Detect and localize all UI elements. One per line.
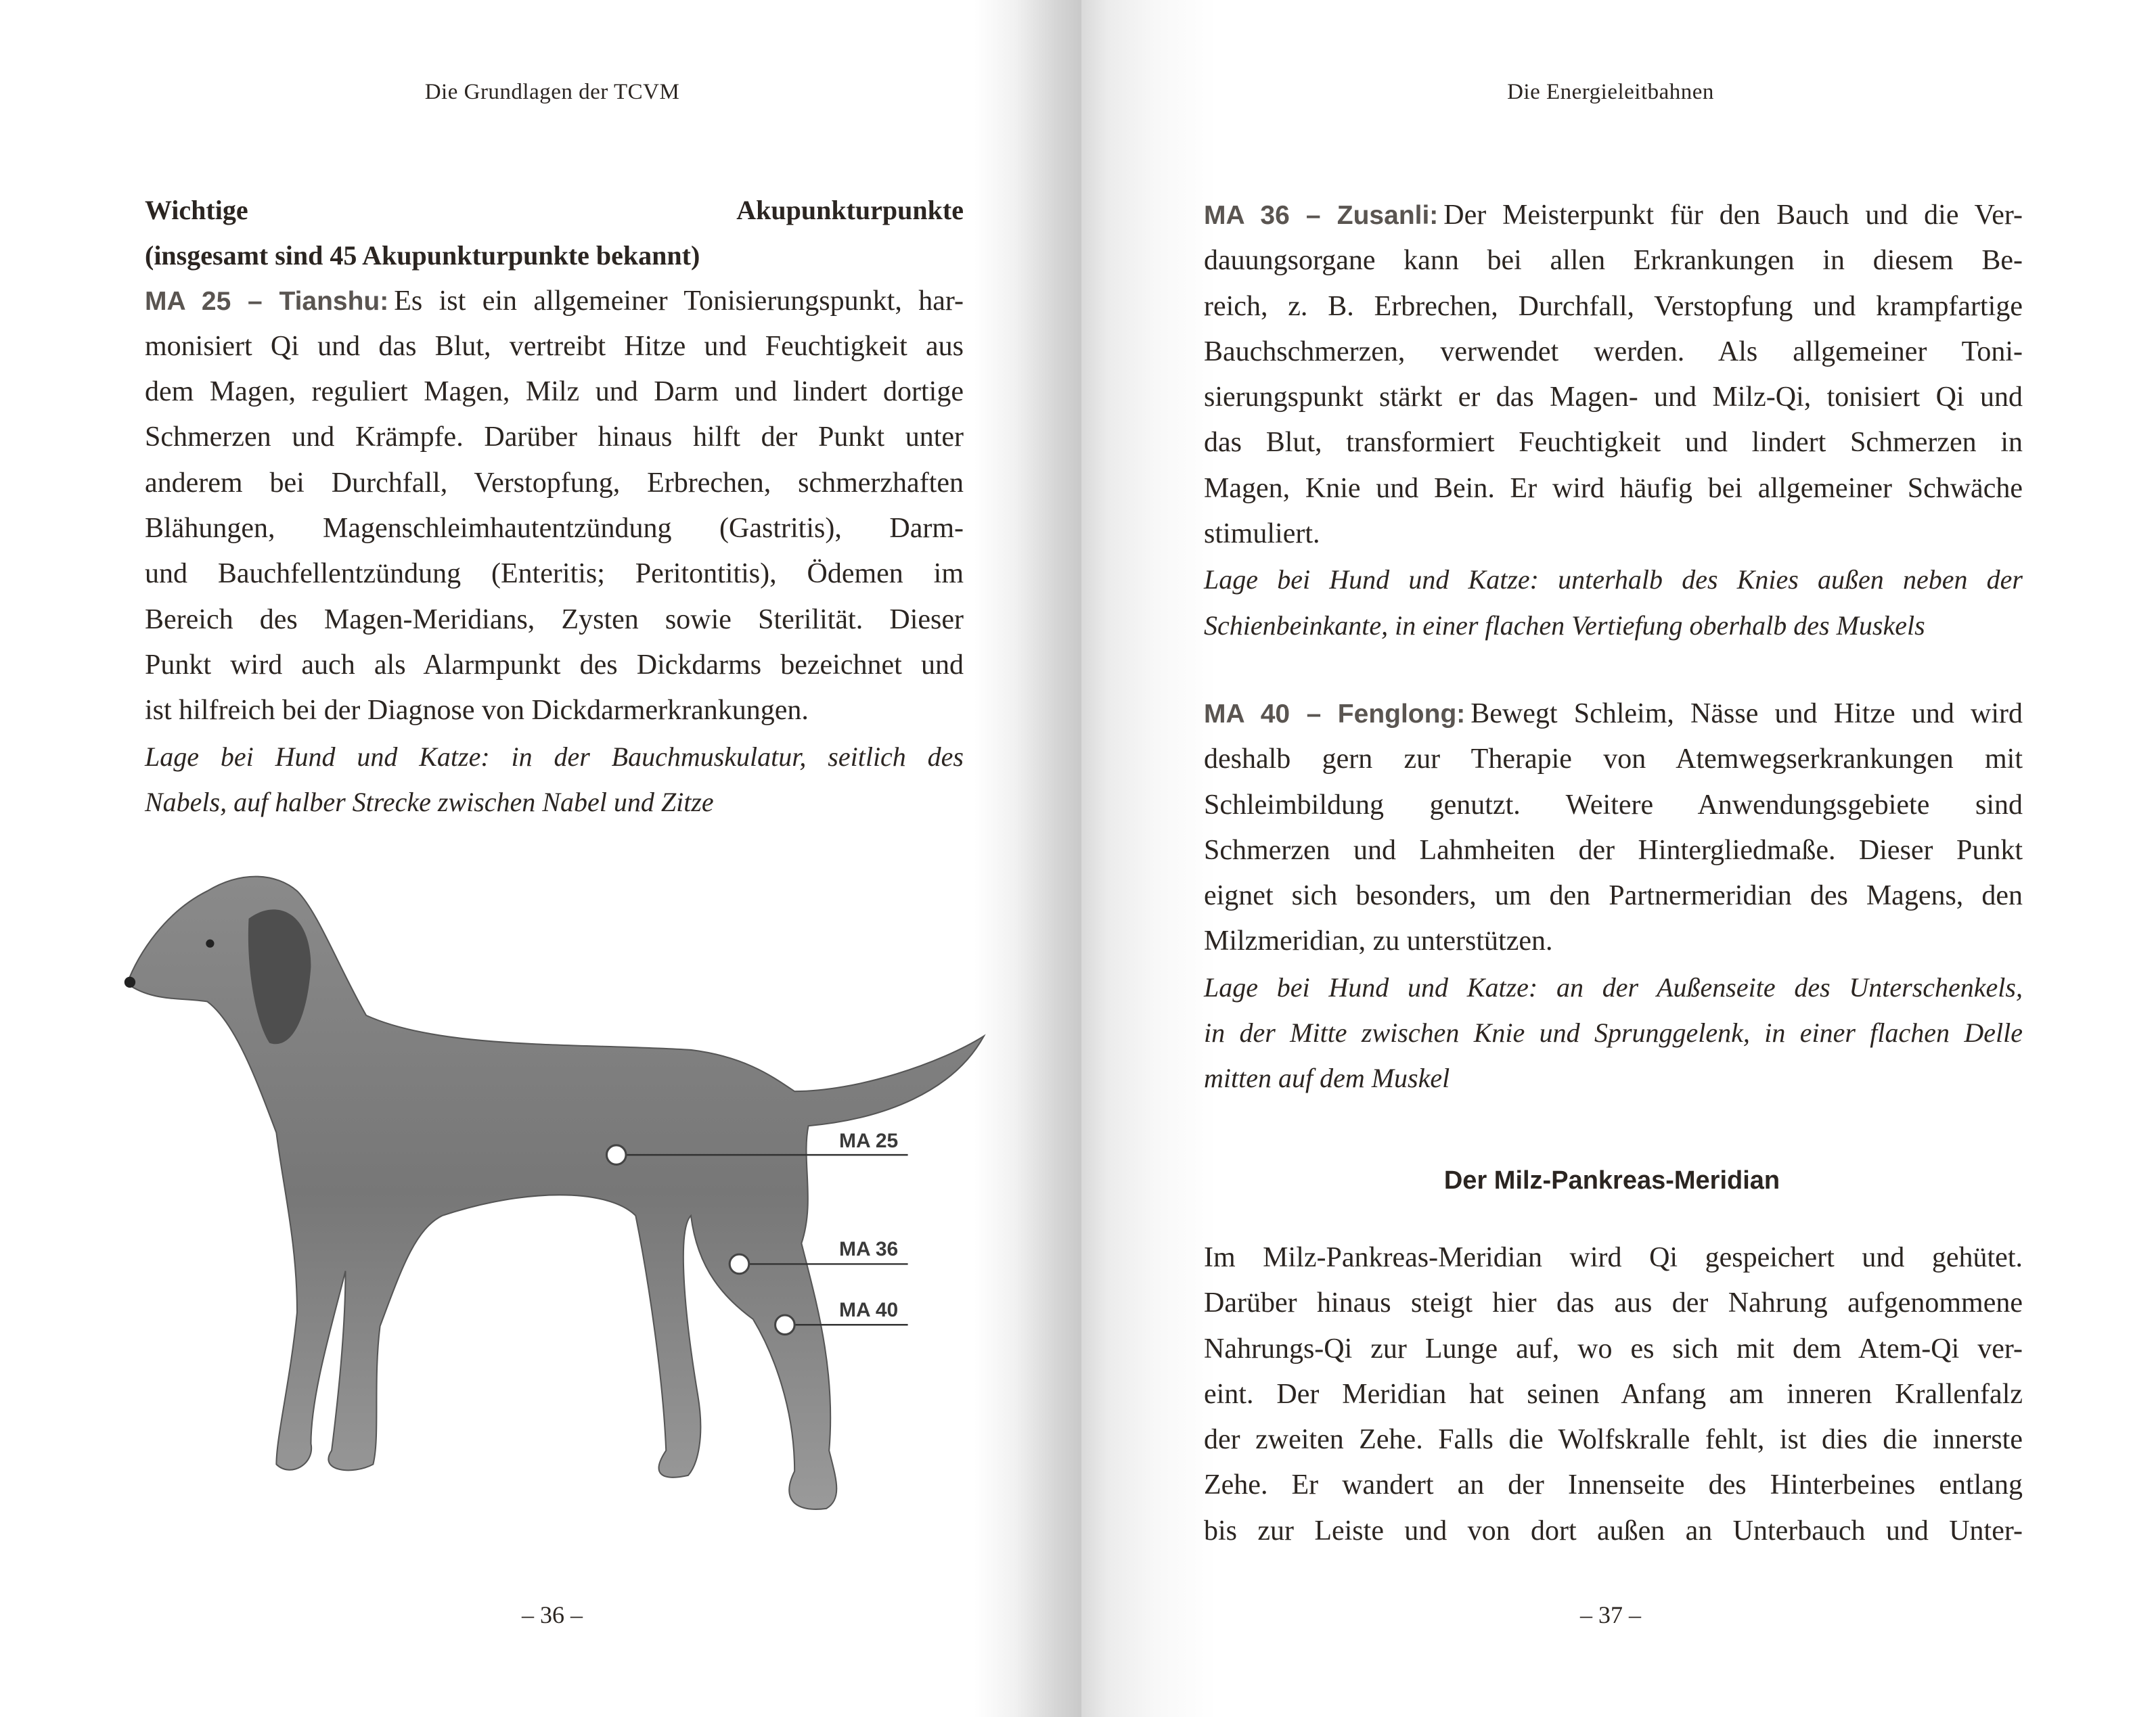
text-line bbox=[1204, 919, 2023, 964]
line-text: monisiert Qi und das Blut, vertreibt Hitze und Feuchtigkeit aus bbox=[145, 330, 964, 362]
text-line bbox=[1204, 511, 2023, 557]
line-text: Punkt wird auch als Alarmpunkt des Dickdarms bezeichnet und bbox=[145, 649, 964, 681]
line-text: Bauchschmerzen, verwendet werden. Als allgemeiner Toni- bbox=[1204, 336, 2023, 367]
line-text: (insgesamt sind 45 Akupunkturpunkte bekannt) bbox=[145, 240, 700, 271]
text-line bbox=[1204, 238, 2023, 283]
line-text: ist hilfreich bei der Diagnose von Dickdarmerkrankungen. bbox=[145, 695, 809, 727]
line-text: Im Milz-Pankreas-Meridian wird Qi gespeichert und gehütet. bbox=[1204, 1242, 2023, 1273]
right-page bbox=[1081, 0, 2156, 1717]
text-line bbox=[1204, 193, 2023, 238]
line-text: anderem bei Durchfall, Verstopfung, Erbrechen, schmerzhaften bbox=[145, 467, 964, 499]
line-text: Lage bei Hund und Katze: an der Außenseite des Unterschenkels, bbox=[1204, 971, 2023, 1003]
line-text: Lage bei Hund und Katze: in der Bauchmuskulatur, seitlich des bbox=[145, 741, 964, 772]
text-line bbox=[1204, 1417, 2023, 1463]
line-text: Nabels, auf halber Strecke zwischen Nabel und Zitze bbox=[145, 786, 714, 817]
text-line bbox=[1204, 737, 2023, 782]
text-line bbox=[1204, 1235, 2023, 1281]
line-text: das Blut, transformiert Feuchtigkeit und lindert Schmerzen in bbox=[1204, 427, 2023, 459]
page-number: – 36 – bbox=[522, 1601, 583, 1628]
location-line bbox=[1204, 1010, 2023, 1055]
text-line bbox=[1204, 1327, 2023, 1372]
text-line bbox=[1204, 691, 2023, 737]
line-text: Blähungen, Magenschleimhautentzündung (Gastritis), Darm- bbox=[145, 513, 964, 545]
line-text: Nahrungs-Qi zur Lunge auf, wo es sich mit dem Atem-Qi ver- bbox=[1204, 1333, 2023, 1365]
line-text: Der Meisterpunkt für den Bauch und die Ver- bbox=[1443, 200, 2023, 231]
text-line bbox=[1204, 329, 2023, 375]
running-head: Die Energieleitbahnen bbox=[1507, 80, 1714, 104]
text-line bbox=[1204, 1281, 2023, 1326]
right-text-block-2 bbox=[1204, 691, 2023, 1101]
line-text: Schmerzen und Lahmheiten der Hintergliedmaße. Dieser Punkt bbox=[1204, 834, 2023, 866]
text-line bbox=[1204, 420, 2023, 465]
point-ma40 bbox=[776, 1315, 795, 1335]
line-text: dem Magen, reguliert Magen, Milz und Darm und lindert dortige bbox=[145, 376, 964, 408]
text-line bbox=[1204, 466, 2023, 511]
line-text: in der Mitte zwischen Knie und Sprunggelenk, in einer flachen Delle bbox=[1204, 1017, 2023, 1049]
line-text: Magen, Knie und Bein. Er wird häufig bei allgemeiner Schwäche bbox=[1204, 472, 2023, 504]
line-text: eignet sich besonders, um den Partnermeridian des Magens, den bbox=[1204, 880, 2023, 912]
text-line bbox=[1204, 783, 2023, 828]
location-line bbox=[1204, 1055, 2023, 1101]
line-text: stimuliert. bbox=[1204, 518, 1320, 550]
point-ma25 bbox=[606, 1145, 626, 1165]
acupoint-label: MA 36 – Zusanli: bbox=[1204, 201, 1439, 230]
location-line bbox=[1204, 603, 2023, 648]
line-text: Bewegt Schleim, Nässe und Hitze und wird bbox=[1470, 698, 2023, 729]
line-text: mitten auf dem Muskel bbox=[1204, 1063, 1450, 1094]
line-text: deshalb gern zur Therapie von Atemwegserkrankungen mit bbox=[1204, 743, 2023, 775]
line-text: Schmerzen und Krämpfe. Darüber hinaus hilft der Punkt unter bbox=[145, 421, 964, 453]
text-line bbox=[1204, 1372, 2023, 1417]
line-text: eint. Der Meridian hat seinen Anfang am inneren Krallenfalz bbox=[1204, 1378, 2023, 1410]
section-title: Der Milz-Pankreas-Meridian bbox=[1443, 1166, 1780, 1195]
text-line bbox=[1204, 828, 2023, 873]
line-text: Wichtige Akupunkturpunkte bbox=[145, 195, 964, 225]
line-text: Milzmeridian, zu unterstützen. bbox=[1204, 925, 1553, 957]
location-line bbox=[1204, 965, 2023, 1010]
text-line bbox=[1204, 1463, 2023, 1508]
line-text: reich, z. B. Erbrechen, Durchfall, Verstopfung und krampfartige bbox=[1204, 290, 2023, 322]
running-head: Die Grundlagen der TCVM bbox=[424, 80, 680, 104]
location-line bbox=[1204, 557, 2023, 602]
line-text: dauungsorgane kann bei allen Erkrankungen in diesem Be- bbox=[1204, 245, 2023, 277]
text-line bbox=[1204, 284, 2023, 329]
right-text-block-1 bbox=[1204, 193, 2023, 648]
line-text: Bereich des Magen-Meridians, Zysten sowie Sterilität. Dieser bbox=[145, 603, 964, 635]
line-text: sierungspunkt stärkt er das Magen- und Milz-Qi, tonisiert Qi und bbox=[1204, 382, 2023, 413]
line-text: Es ist ein allgemeiner Tonisierungspunkt, har- bbox=[394, 285, 964, 317]
page-number: – 37 – bbox=[1580, 1601, 1641, 1628]
acupoint-label: MA 40 – Fenglong: bbox=[1204, 700, 1466, 729]
figure-label-ma40: MA 40 bbox=[839, 1299, 899, 1321]
line-text: Darüber hinaus steigt hier das aus der Nahrung aufgenommene bbox=[1204, 1287, 2023, 1319]
acupoint-label: MA 25 – Tianshu: bbox=[145, 286, 389, 316]
line-text: und Bauchfellentzündung (Enteritis; Peritontitis), Ödemen im bbox=[145, 558, 964, 590]
line-text: Lage bei Hund und Katze: unterhalb des Knies außen neben der bbox=[1204, 564, 2023, 595]
figure-label-ma36: MA 36 bbox=[839, 1238, 899, 1260]
line-text: Schienbeinkante, in einer flachen Vertiefung oberhalb des Muskels bbox=[1204, 610, 1925, 641]
figure-label-ma25: MA 25 bbox=[839, 1130, 899, 1152]
right-text-block-3 bbox=[1204, 1235, 2023, 1554]
line-text: bis zur Leiste und von dort außen an Unterbauch und Unter- bbox=[1204, 1515, 2023, 1547]
text-line bbox=[1204, 1509, 2023, 1554]
text-line bbox=[1204, 375, 2023, 420]
line-text: Zehe. Er wandert an der Innenseite des Hinterbeines entlang bbox=[1204, 1469, 2023, 1501]
dog-nose bbox=[125, 977, 135, 988]
point-ma36 bbox=[729, 1254, 749, 1274]
line-text: Schleimbildung genutzt. Weitere Anwendungsgebiete sind bbox=[1204, 789, 2023, 821]
line-text: der zweiten Zehe. Falls die Wolfskralle fehlt, ist dies die innerste bbox=[1204, 1424, 2023, 1456]
dog-eye bbox=[206, 940, 214, 948]
text-line bbox=[1204, 873, 2023, 919]
